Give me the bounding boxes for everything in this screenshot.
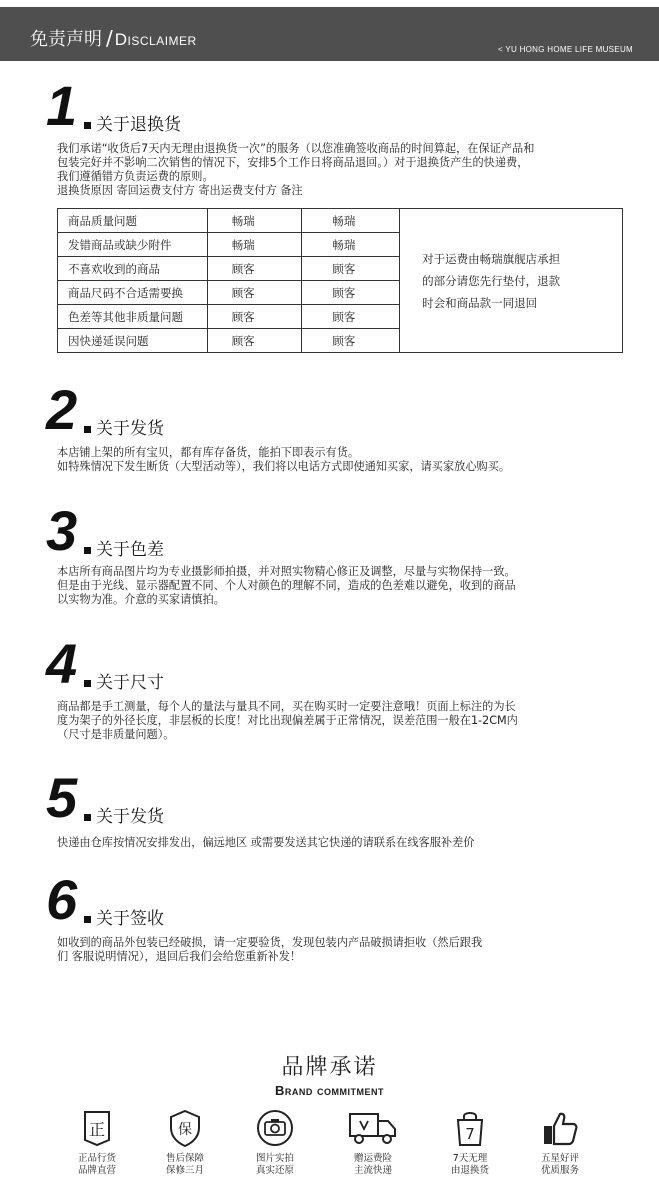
table-cell-reason: 发错商品或缺少附件	[58, 233, 208, 257]
table-cell-return-payer: 畅瑞	[207, 233, 302, 257]
section-bullet	[84, 426, 91, 433]
body-line: 如收到的商品外包装已经破损，请一定要验货，发现包装内产品破损请拒收（然后跟我	[57, 936, 483, 949]
table-note-line: 的部分请您先行垫付，退款	[422, 273, 561, 288]
table-note-line: 对于运费由畅瑞旗舰店承担	[422, 251, 561, 266]
thumbs-up-icon	[515, 1108, 605, 1148]
section-number: 1	[46, 74, 78, 137]
commitment-item	[140, 1108, 230, 1177]
section-bullet	[84, 916, 91, 923]
commitment-item	[515, 1108, 605, 1177]
table-cell-send-payer: 顾客	[302, 329, 400, 353]
table-cell-return-payer: 顾客	[207, 257, 302, 281]
body-line: 商品都是手工测量，每个人的量法与量具不同，买在购买时一定要注意哦！页面上标注的为长	[57, 700, 516, 713]
body-line: （尺寸是非质量问题）。	[57, 728, 175, 741]
body-line: 我们承诺“收货后7天内无理由退换货一次”的服务（以您准确签收商品的时间算起，在保证产品和	[57, 142, 535, 155]
section-number: 6	[46, 868, 78, 931]
body-line: 本店所有商品图片均为专业摄影师拍摄，并对照实物精心修正及调整，尽量与实物保持一致。	[57, 565, 516, 578]
warranty-glyph: 保	[178, 1122, 192, 1138]
section-title: 关于发货	[96, 807, 164, 827]
genuine-icon	[52, 1108, 142, 1148]
body-line: 包装完好并不影响二次销售的情况下，安排5个工作日将商品退回。）对于退换货产生的快递费，	[57, 156, 529, 169]
section-number: 2	[46, 378, 78, 441]
section-number: 5	[46, 766, 78, 829]
section-bullet	[84, 122, 91, 129]
section-body	[57, 142, 627, 198]
delivery-truck-icon	[328, 1108, 418, 1148]
commitment-sublabel: 主流快递	[353, 1165, 392, 1176]
seven-day-return-bag-icon	[425, 1108, 515, 1148]
header-museum-label: < YU HONG HOME LIFE MUSEUM	[497, 45, 633, 54]
section-body	[57, 565, 627, 607]
section-body	[57, 836, 627, 850]
commitment-sublabel: 保修三月	[165, 1165, 204, 1176]
table-cell-return-payer: 顾客	[207, 329, 302, 353]
table-cell-send-payer: 畅瑞	[302, 209, 400, 233]
section-body	[57, 446, 627, 474]
table-note-line: 时会和商品款一同退回	[422, 295, 538, 310]
return-policy-table	[57, 208, 623, 353]
table-cell-return-payer: 顾客	[207, 305, 302, 329]
commitment-sublabel: 由退换货	[450, 1165, 489, 1176]
header-title-cn: 免责声明	[30, 29, 102, 50]
table-cell-reason: 色差等其他非质量问题	[58, 305, 208, 329]
section-title: 关于发货	[96, 419, 164, 439]
table-cell-return-payer: 顾客	[207, 281, 302, 305]
section-bullet	[84, 547, 91, 554]
genuine-glyph: 正	[88, 1120, 106, 1139]
commitment-sublabel: 真实还原	[255, 1165, 294, 1176]
brand-title-en: Brand commitment	[275, 1083, 384, 1098]
body-line: 本店铺上架的所有宝贝，都有库存备货，能拍下即表示有货。	[57, 446, 360, 459]
body-line: 但是由于光线、显示器配置不同、个人对颜色的理解不同，造成的色差难以避免，收到的商品	[57, 579, 516, 592]
commitment-label: 售后保障	[165, 1153, 204, 1164]
section-number: 4	[46, 632, 78, 695]
brand-title-cn: 品牌承诺	[281, 1055, 378, 1080]
commitment-label: 图片实拍	[255, 1153, 294, 1164]
commitment-item	[425, 1108, 515, 1177]
section-title: 关于签收	[96, 909, 164, 929]
header-title	[30, 25, 197, 51]
commitment-label: 7天无理	[452, 1153, 488, 1164]
body-line: 快递由仓库按情况安排发出，偏远地区 或需要发送其它快递的请联系在线客服补差价	[57, 836, 475, 849]
commitment-item	[230, 1108, 320, 1177]
table-cell-send-payer: 顾客	[302, 305, 400, 329]
table-cell-reason: 因快递延误问题	[58, 329, 208, 353]
commitment-label: 赠运费险	[353, 1153, 392, 1164]
header-title-en: Disclaimer	[114, 30, 197, 49]
body-line: 退换货原因 寄回运费支付方 寄出运费支付方 备注	[57, 184, 303, 197]
body-line: 们 客服说明情况），退回后我们会给您重新补发！	[57, 950, 302, 963]
table-cell-return-payer: 畅瑞	[207, 209, 302, 233]
commitment-item	[52, 1108, 142, 1177]
table-cell-send-payer: 顾客	[302, 281, 400, 305]
brand-commitment-heading	[0, 1050, 659, 1098]
commitment-sublabel: 优质服务	[540, 1165, 579, 1176]
table-cell-reason: 商品质量问题	[58, 209, 208, 233]
brand-commitment-icons	[0, 1108, 659, 1200]
table-note	[400, 209, 623, 353]
section-title: 关于退换货	[96, 115, 181, 135]
camera-icon	[230, 1108, 320, 1148]
section-body	[57, 936, 627, 964]
table-row	[58, 209, 623, 233]
section-bullet	[84, 814, 91, 821]
table-cell-reason: 商品尺码不合适需要换	[58, 281, 208, 305]
commitment-item	[328, 1108, 418, 1177]
table-cell-reason: 不喜欢收到的商品	[58, 257, 208, 281]
body-line: 度为架子的外径长度，非层板的长度！对比出现偏差属于正常情况，误差范围一般在1-2CM内	[57, 714, 518, 727]
section-title: 关于尺寸	[96, 673, 164, 693]
body-line: 以实物为准。介意的买家请慎拍。	[57, 593, 225, 606]
seven-glyph: 7	[465, 1125, 475, 1143]
body-line: 如特殊情况下发生断货（大型活动等），我们将以电话方式即使通知买家，请买家放心购买。	[57, 460, 511, 473]
commitment-label: 正品行货	[77, 1153, 116, 1164]
table-cell-send-payer: 顾客	[302, 257, 400, 281]
header-slash: /	[106, 26, 113, 50]
table-cell-send-payer: 畅瑞	[302, 233, 400, 257]
disclaimer-header	[0, 7, 659, 61]
section-body	[57, 700, 627, 742]
commitment-sublabel: 品牌直营	[77, 1165, 116, 1176]
body-line: 我们遵循错方负责运费的原则。	[57, 170, 214, 183]
section-title: 关于色差	[96, 540, 164, 560]
commitment-label: 五星好评	[540, 1153, 579, 1164]
section-number: 3	[46, 499, 78, 562]
section-bullet	[84, 680, 91, 687]
warranty-shield-icon	[140, 1108, 230, 1148]
